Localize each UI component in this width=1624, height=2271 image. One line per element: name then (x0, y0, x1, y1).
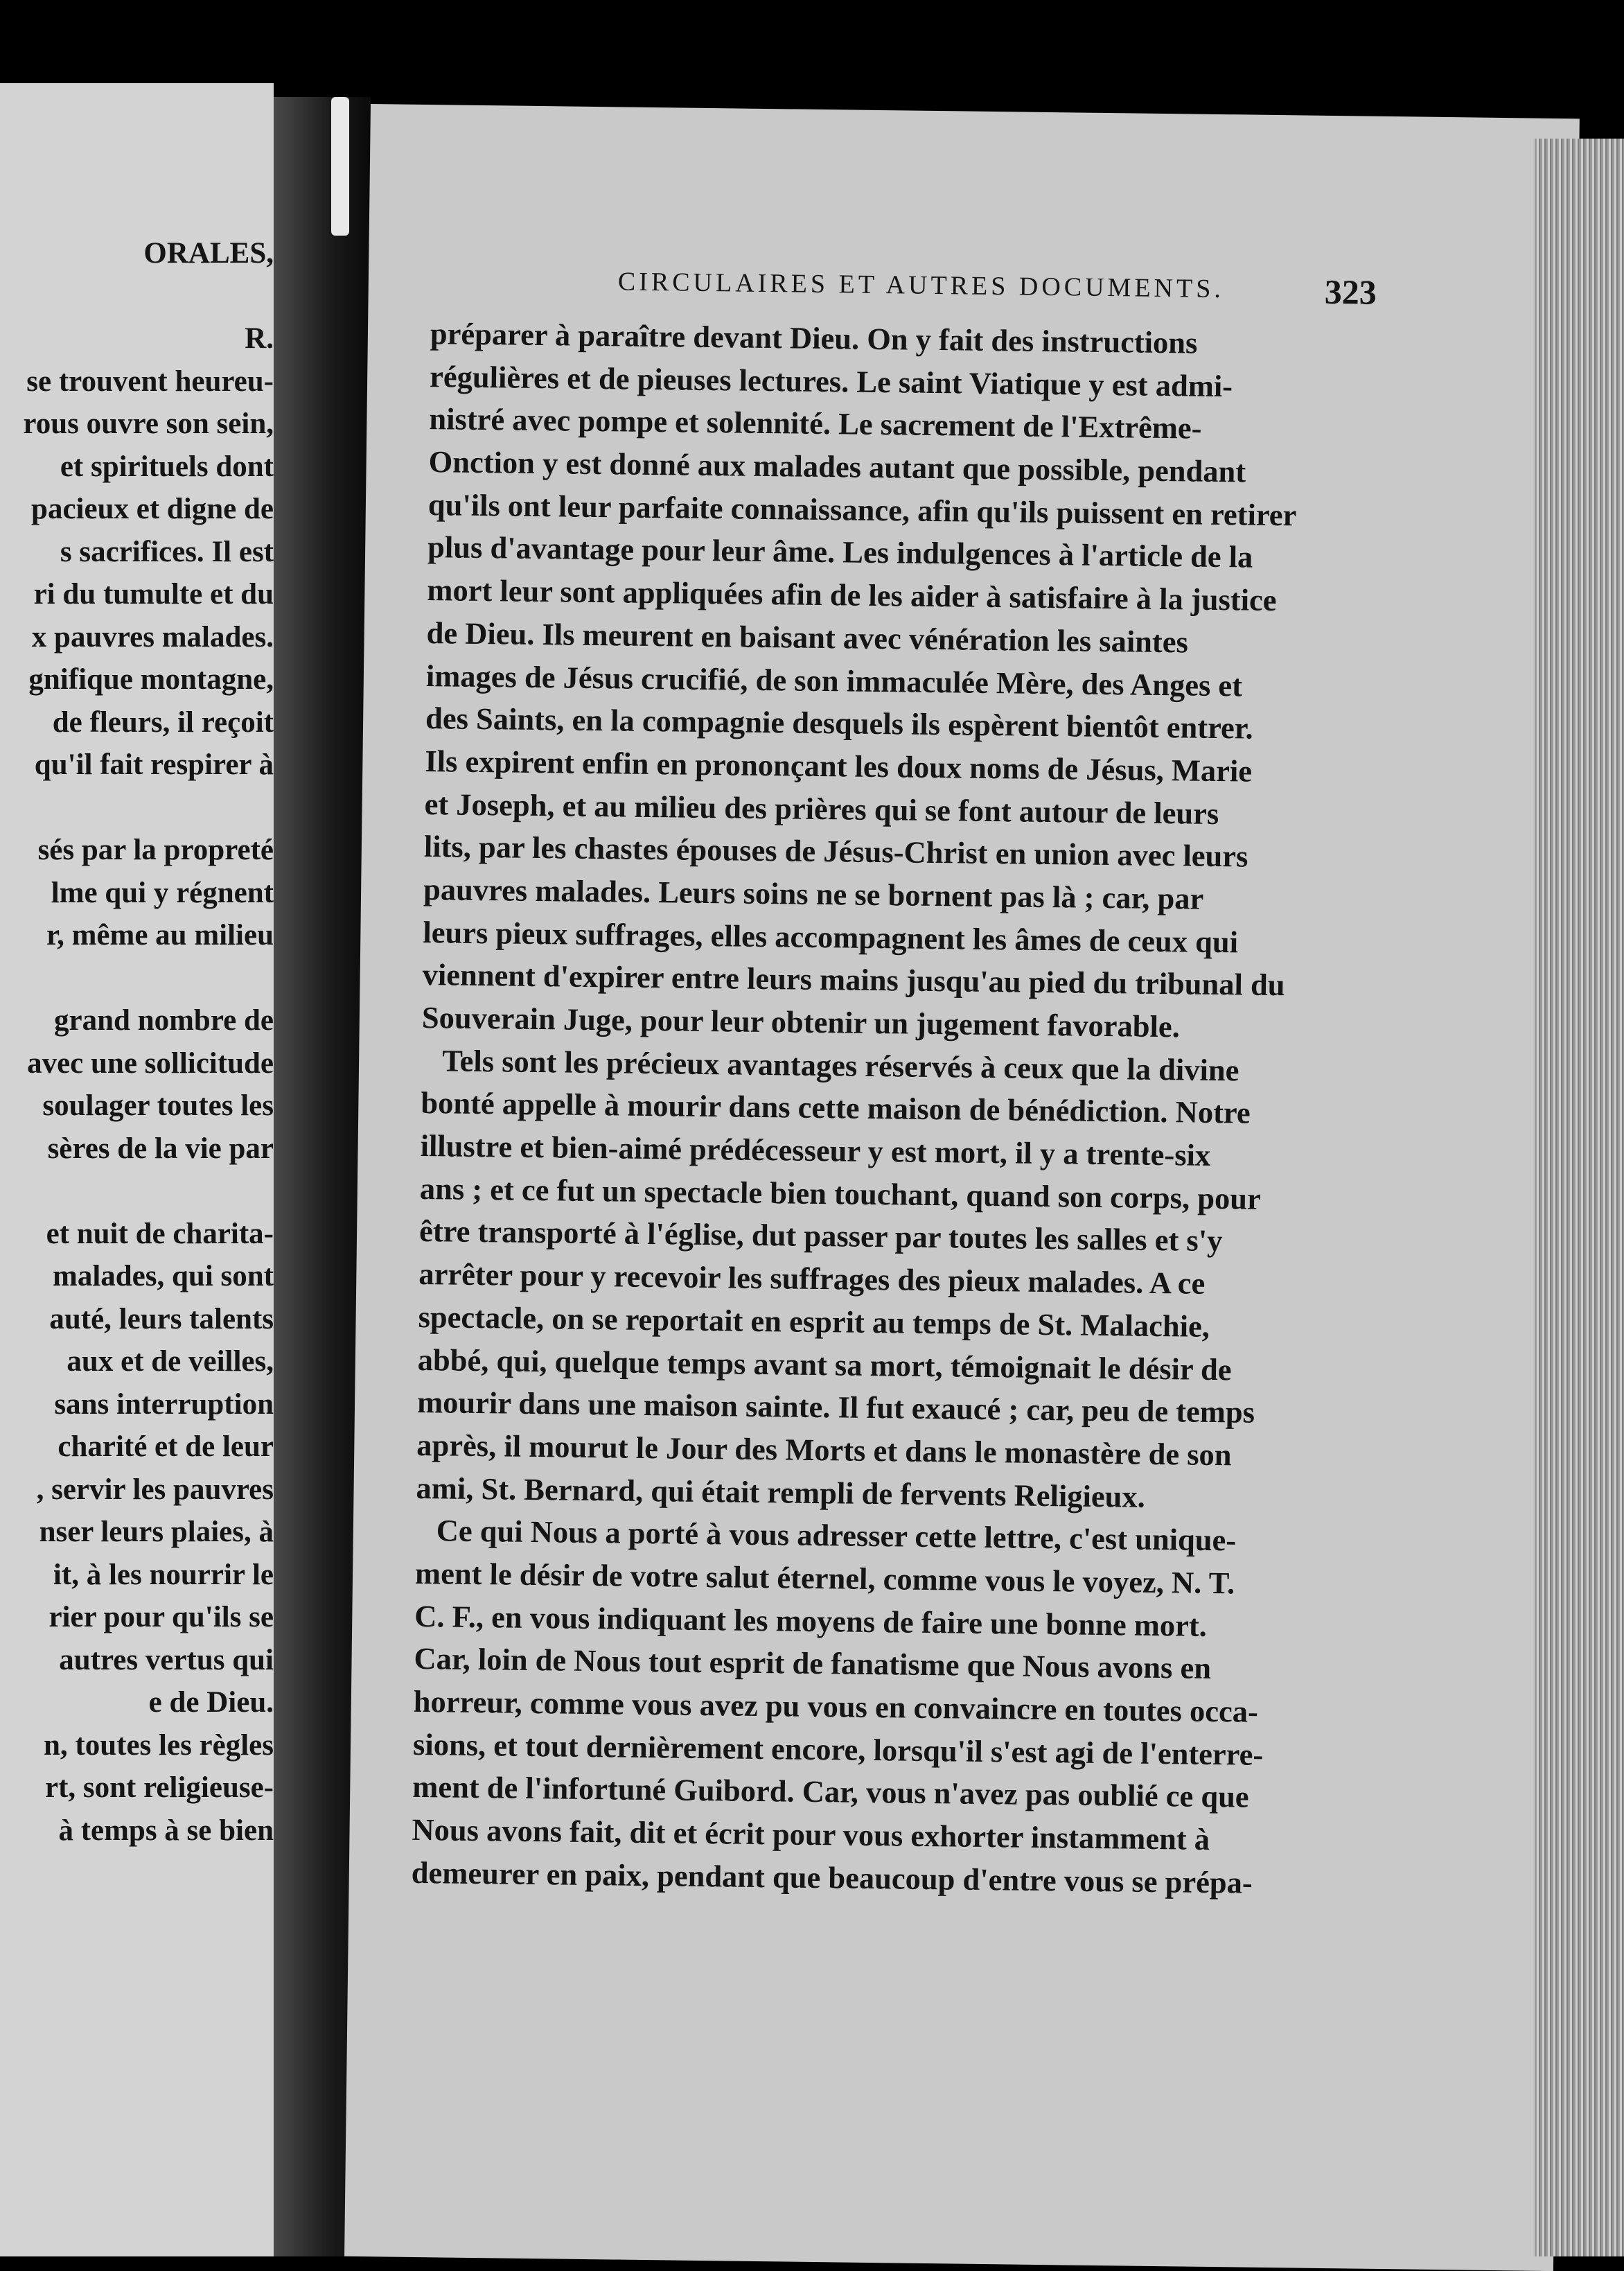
left-text-line (0, 957, 274, 1000)
body-text-line: demeurer en paix, pendant que beaucoup d'entre vous se prépa- (411, 1854, 1253, 1900)
body-text-line: horreur, comme vous avez pu vous en convaincre en toutes occa- (413, 1683, 1259, 1729)
left-text-line: gnifique montagne, (28, 663, 274, 696)
body-text-line: abbé, qui, quelque temps avant sa mort, témoignait le désir de (417, 1342, 1232, 1387)
page-number: 323 (1324, 272, 1377, 312)
left-text-line: e de Dieu. (148, 1686, 274, 1719)
body-text-line: qu'ils ont leur parfaite connaissance, afin qu'ils puissent en retirer (427, 486, 1297, 533)
body-text-line: ami, St. Bernard, qui était rempli de fervents Religieux. (416, 1470, 1146, 1514)
body-text-line: régulières et de pieuses lectures. Le saint Viatique y est admi- (429, 358, 1233, 403)
body-text-line: leurs pieux suffrages, elles accompagnent les âmes de ceux qui (423, 914, 1239, 960)
body-text-line: Nous avons fait, dit et écrit pour vous exhorter instamment à (412, 1812, 1210, 1857)
body-text-line: illustre et bien-aimé prédécesseur y est mort, il y a trente-six (420, 1128, 1211, 1173)
left-text-line: sés par la propreté (37, 834, 274, 866)
body-text-line: préparer à paraître devant Dieu. On y fait des instructions (430, 316, 1198, 360)
left-text-line: rous ouvre son sein, (23, 407, 274, 440)
body-text-line: mourir dans une maison sainte. Il fut exaucé ; car, peu de temps (416, 1385, 1255, 1430)
left-text-line: r, même au milieu (46, 919, 274, 952)
body-text-line: arrêter pour y recevoir les suffrages des pieux malades. A ce (418, 1256, 1206, 1301)
body-text-line: lits, par les chastes épouses de Jésus-Christ en union avec leurs (423, 829, 1248, 874)
body-text-line: pauvres malades. Leurs soins ne se bornent pas là ; car, par (423, 871, 1204, 916)
gutter-paper-fold (331, 97, 349, 236)
left-text-line: malades, qui sont (53, 1260, 274, 1292)
left-text-line (0, 1170, 274, 1213)
body-text-line: Tels sont les précieux avantages réservés à ceux que la divine (441, 1043, 1239, 1088)
body-text-line: et Joseph, et au milieu des prières qui se font autour de leurs (424, 786, 1219, 831)
left-text-line: nser leurs plaies, à (39, 1516, 274, 1548)
left-text-line: x pauvres malades. (31, 620, 274, 654)
left-text-line: grand nombre de (54, 1004, 274, 1037)
body-text-line: viennent d'expirer entre leurs mains jusqu'au pied du tribunal du (422, 957, 1285, 1003)
body-text-line: Souverain Juge, pour leur obtenir un jugement favorable. (421, 1000, 1181, 1044)
left-text-line: et nuit de charita- (46, 1217, 274, 1250)
body-text-line: sions, et tout dernièrement encore, lorsqu'il s'est agi de l'enterre- (412, 1726, 1264, 1772)
left-text-line: ri du tumulte et du (33, 578, 274, 611)
left-text-line: rier pour qu'ils se (48, 1601, 274, 1633)
left-text-line: pacieux et digne de (31, 493, 274, 525)
left-text-line: qu'il fait respirer à (34, 748, 274, 781)
left-text-line: s sacrifices. Il est (60, 535, 274, 568)
page-body-text (411, 313, 1386, 1906)
body-text-line: C. F., en vous indiquant les moyens de faire une bonne mort. (414, 1598, 1208, 1643)
body-text-line: nistré avec pompe et solennité. Le sacrement de l'Extrême- (429, 401, 1202, 446)
left-text-line: , servir les pauvres (36, 1473, 274, 1506)
left-text-line: R. (245, 322, 274, 355)
left-text-line: n, toutes les règles (44, 1728, 274, 1762)
right-page (344, 104, 1580, 2271)
body-text-line: ment de l'infortuné Guibord. Car, vous n'avez pas oublié ce que (412, 1769, 1249, 1815)
body-text-line: bonté appelle à mourir dans cette maison de bénédiction. Notre (421, 1085, 1251, 1130)
body-text-line: mort leur sont appliquées afin de les aider à satisfaire à la justice (427, 572, 1277, 618)
body-text-line: images de Jésus crucifié, de son immaculée Mère, des Anges et (425, 658, 1243, 703)
left-text-line: autres vertus qui (59, 1643, 274, 1676)
left-text-line: it, à les nourrir le (53, 1558, 274, 1591)
body-text-line: Car, loin de Nous tout esprit de fanatisme que Nous avons en (414, 1641, 1212, 1686)
body-text-line: ment le désir de votre salut éternel, comme vous le voyez, N. T. (414, 1555, 1235, 1601)
left-text-line: rt, sont religieuse- (45, 1771, 274, 1804)
left-text-line: de fleurs, il reçoit (52, 705, 274, 739)
body-text-line: ans ; et ce fut un spectacle bien touchant, quand son corps, pour (419, 1170, 1262, 1216)
left-page-text (0, 232, 274, 1852)
left-text-line: se trouvent heureu- (26, 365, 274, 398)
left-text-line (0, 787, 274, 830)
running-head: CIRCULAIRES ET AUTRES DOCUMENTS. (617, 267, 1225, 304)
body-text-line: plus d'avantage pour leur âme. Les indulgences à l'article de la (427, 529, 1253, 575)
body-text-line: Onction y est donné aux malades autant que possible, pendant (428, 444, 1246, 489)
left-text-line: ORALES, (143, 237, 274, 270)
body-text-line: de Dieu. Ils meurent en baisant avec vénération les saintes (426, 615, 1189, 660)
left-text-line: sères de la vie par (47, 1132, 274, 1165)
left-page (0, 83, 274, 2256)
page-edges (1535, 139, 1624, 2256)
left-text-line: charité et de leur (58, 1430, 274, 1463)
body-text-line: après, il mourut le Jour des Morts et dans le monastère de son (416, 1427, 1232, 1473)
body-text-line: Ils expirent enfin en prononçant les doux noms de Jésus, Marie (425, 743, 1253, 789)
left-text-line: auté, leurs talents (49, 1302, 274, 1335)
left-text-line: lme qui y régnent (51, 876, 274, 909)
body-text-line: être transporté à l'église, dut passer par toutes les salles et s'y (418, 1213, 1223, 1259)
left-text-line: à temps à se bien (58, 1814, 274, 1847)
left-text-line (0, 275, 274, 318)
left-text-line: aux et de veilles, (67, 1345, 274, 1378)
body-text-line: spectacle, on se reportait en esprit au temps de St. Malachie, (418, 1299, 1210, 1344)
left-text-line: et spirituels dont (60, 450, 274, 483)
body-text-line: Ce qui Nous a porté à vous adresser cette lettre, c'est unique- (436, 1513, 1237, 1558)
left-text-line: soulager toutes les (42, 1089, 274, 1122)
body-text-line: des Saints, en la compagnie desquels ils espèrent bientôt entrer. (425, 701, 1253, 746)
left-text-line: avec une sollicitude (27, 1046, 274, 1080)
left-text-line: sans interruption (54, 1387, 274, 1421)
